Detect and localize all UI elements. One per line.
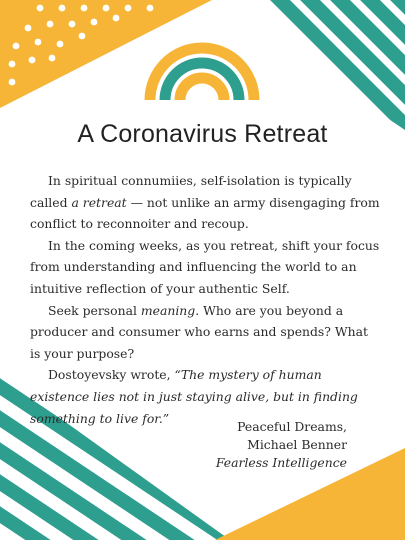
paragraph-3 [30, 300, 382, 365]
signature-block [216, 418, 347, 472]
signature-organization: Fearless Intelligence [215, 455, 347, 470]
emphasis-text: a retreat [71, 194, 127, 210]
page-title: A Coronavirus Retreat [77, 120, 328, 148]
signature-name: Michael Benner [247, 437, 347, 452]
paragraph-text: In spiritual connumiies, self-isolation is typically called [30, 173, 352, 210]
body-text [30, 170, 382, 429]
paragraph-text: Seek personal [48, 302, 141, 318]
emphasis-text: meaning [140, 302, 196, 318]
paragraph-text: Dostoyevsky wrote, [48, 367, 175, 383]
paragraph-2 [30, 235, 382, 300]
paragraph-text: In the coming weeks, as you retreat, shift your focus from understanding and influencing the world to an intuitive reflection of your authentic Self. [30, 237, 380, 296]
rainbow-arch [150, 48, 254, 100]
paragraph-text: — not unlike an army disengaging from conflict to reconnoiter and recoup. [30, 194, 380, 232]
paragraph-1 [30, 170, 382, 235]
emphasis-text: “The mystery of human existence lies not in just staying alive, but in finding something to live for.” [30, 367, 358, 426]
signature-closing: Peaceful Dreams, [237, 419, 347, 434]
paragraph-text: . Who are you beyond a producer and consumer who earns and spends? What is your purpose? [30, 302, 368, 361]
